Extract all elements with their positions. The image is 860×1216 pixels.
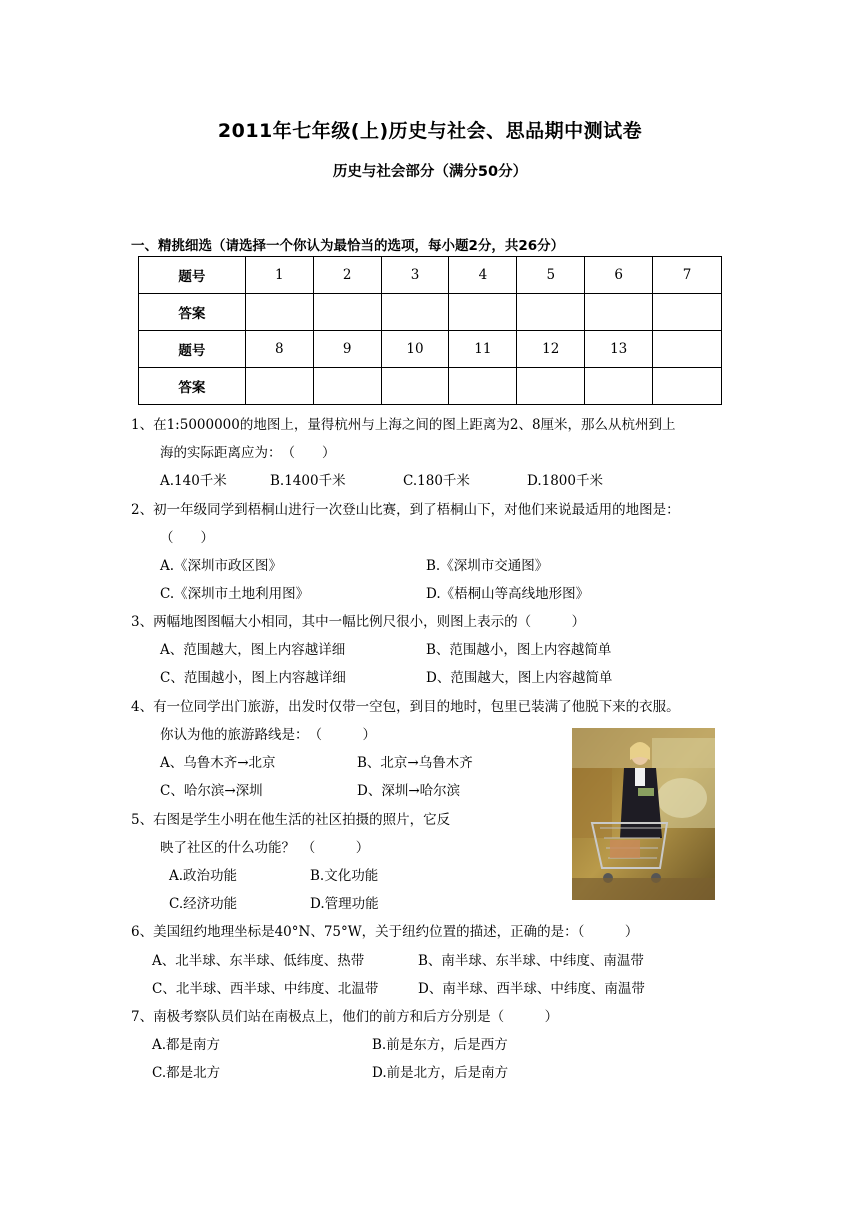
table-cell: 答案: [139, 294, 246, 331]
question-5-stem: 5、右图是学生小明在他生活的社区拍摄的照片，它反: [131, 812, 451, 828]
answer-cell[interactable]: [381, 368, 449, 405]
question-4-option-c: C、哈尔滨→深圳: [160, 783, 263, 799]
question-1-stem: 1、在1:5000000的地图上，量得杭州与上海之间的图上距离为2、8厘米，那么从杭州到上: [131, 417, 676, 433]
question-6-option-a: A、北半球、东半球、低纬度、热带: [152, 953, 365, 969]
table-cell: 4: [449, 257, 517, 294]
exam-subtitle: 历史与社会部分（满分50分）: [332, 164, 528, 180]
table-cell: 8: [245, 331, 313, 368]
question-2-stem-cont: （ ）: [160, 530, 214, 546]
section-heading: 一、精挑细选（请选择一个你认为最恰当的选项，每小题2分，共26分）: [131, 238, 565, 254]
question-2-option-b: B.《深圳市交通图》: [426, 558, 549, 574]
question-1-option-b: B.1400千米: [270, 473, 346, 489]
question-1-option-d: D.1800千米: [527, 473, 603, 489]
question-2-stem: 2、初一年级同学到梧桐山进行一次登山比赛，到了梧桐山下，对他们来说最适用的地图是：: [131, 502, 680, 518]
question-7-option-c: C.都是北方: [152, 1065, 221, 1081]
question-2-option-a: A.《深圳市政区图》: [160, 558, 283, 574]
answer-cell[interactable]: [449, 294, 517, 331]
question-3-option-d: D、范围越大，图上内容越简单: [426, 670, 613, 686]
table-cell: 11: [449, 331, 517, 368]
table-cell: 答案: [139, 368, 246, 405]
question-4-option-a: A、乌鲁木齐→北京: [160, 755, 276, 771]
table-cell: 题号: [139, 331, 246, 368]
table-cell: 2: [313, 257, 381, 294]
answer-cell[interactable]: [313, 368, 381, 405]
table-row: [139, 331, 722, 368]
question-5-option-b: B.文化功能: [310, 868, 379, 884]
table-cell: 5: [517, 257, 585, 294]
question-3-stem: 3、两幅地图图幅大小相同，其中一幅比例尺很小，则图上表示的（ ）: [131, 614, 586, 630]
question-4-option-b: B、北京→乌鲁木齐: [357, 755, 473, 771]
answer-cell[interactable]: [517, 368, 585, 405]
answer-cell[interactable]: [585, 368, 653, 405]
table-cell: 13: [585, 331, 653, 368]
answer-cell[interactable]: [449, 368, 517, 405]
question-5-option-d: D.管理功能: [310, 896, 379, 912]
question-7-option-b: B.前是东方，后是西方: [372, 1037, 508, 1053]
question-5-option-c: C.经济功能: [169, 896, 238, 912]
table-cell: 1: [245, 257, 313, 294]
table-cell: 12: [517, 331, 585, 368]
table-row: [139, 257, 722, 294]
table-row: [139, 368, 722, 405]
question-7-option-d: D.前是北方，后是南方: [372, 1065, 509, 1081]
answer-cell[interactable]: [245, 294, 313, 331]
question-6-option-c: C、北半球、西半球、中纬度、北温带: [152, 981, 379, 997]
question-2-option-c: C.《深圳市土地利用图》: [160, 586, 310, 602]
question-2-option-d: D.《梧桐山等高线地形图》: [426, 586, 590, 602]
table-cell: [653, 331, 722, 368]
question-4-stem-cont: 你认为他的旅游路线是： （ ）: [160, 727, 376, 743]
question-5-option-a: A.政治功能: [169, 868, 238, 884]
question-1-stem-cont: 海的实际距离应为： （ ）: [160, 445, 336, 461]
answer-cell[interactable]: [585, 294, 653, 331]
question-6-stem: 6、美国纽约地理坐标是40°N、75°W，关于纽约位置的描述，正确的是：（ ）: [131, 924, 639, 940]
answer-table: [138, 256, 722, 405]
question-4-option-d: D、深圳→哈尔滨: [357, 783, 461, 799]
table-cell: 7: [653, 257, 722, 294]
question-7-stem: 7、南极考察队员们站在南极点上，他们的前方和后方分别是（ ）: [131, 1009, 559, 1025]
question-6-option-d: D、南半球、西半球、中纬度、南温带: [418, 981, 645, 997]
question-6-option-b: B、南半球、东半球、中纬度、南温带: [418, 953, 644, 969]
supermarket-photo: [572, 728, 715, 900]
question-3-option-b: B、范围越小，图上内容越简单: [426, 642, 612, 658]
table-row: [139, 294, 722, 331]
answer-cell[interactable]: [313, 294, 381, 331]
question-5-stem-cont: 映了社区的什么功能？ （ ）: [160, 840, 370, 856]
table-cell: 10: [381, 331, 449, 368]
table-cell: 3: [381, 257, 449, 294]
table-cell: 9: [313, 331, 381, 368]
question-1-option-c: C.180千米: [403, 473, 470, 489]
answer-cell[interactable]: [381, 294, 449, 331]
question-1-option-a: A.140千米: [160, 473, 227, 489]
question-3-option-a: A、范围越大，图上内容越详细: [160, 642, 346, 658]
question-3-option-c: C、范围越小，图上内容越详细: [160, 670, 346, 686]
answer-cell[interactable]: [245, 368, 313, 405]
answer-cell[interactable]: [653, 294, 722, 331]
answer-cell[interactable]: [517, 294, 585, 331]
table-cell: 题号: [139, 257, 246, 294]
table-cell: 6: [585, 257, 653, 294]
answer-cell[interactable]: [653, 368, 722, 405]
question-7-option-a: A.都是南方: [152, 1037, 221, 1053]
question-4-stem: 4、有一位同学出门旅游，出发时仅带一空包，到目的地时，包里已装满了他脱下来的衣服。: [131, 699, 680, 715]
exam-title: 2011年七年级(上)历史与社会、思品期中测试卷: [217, 120, 643, 142]
